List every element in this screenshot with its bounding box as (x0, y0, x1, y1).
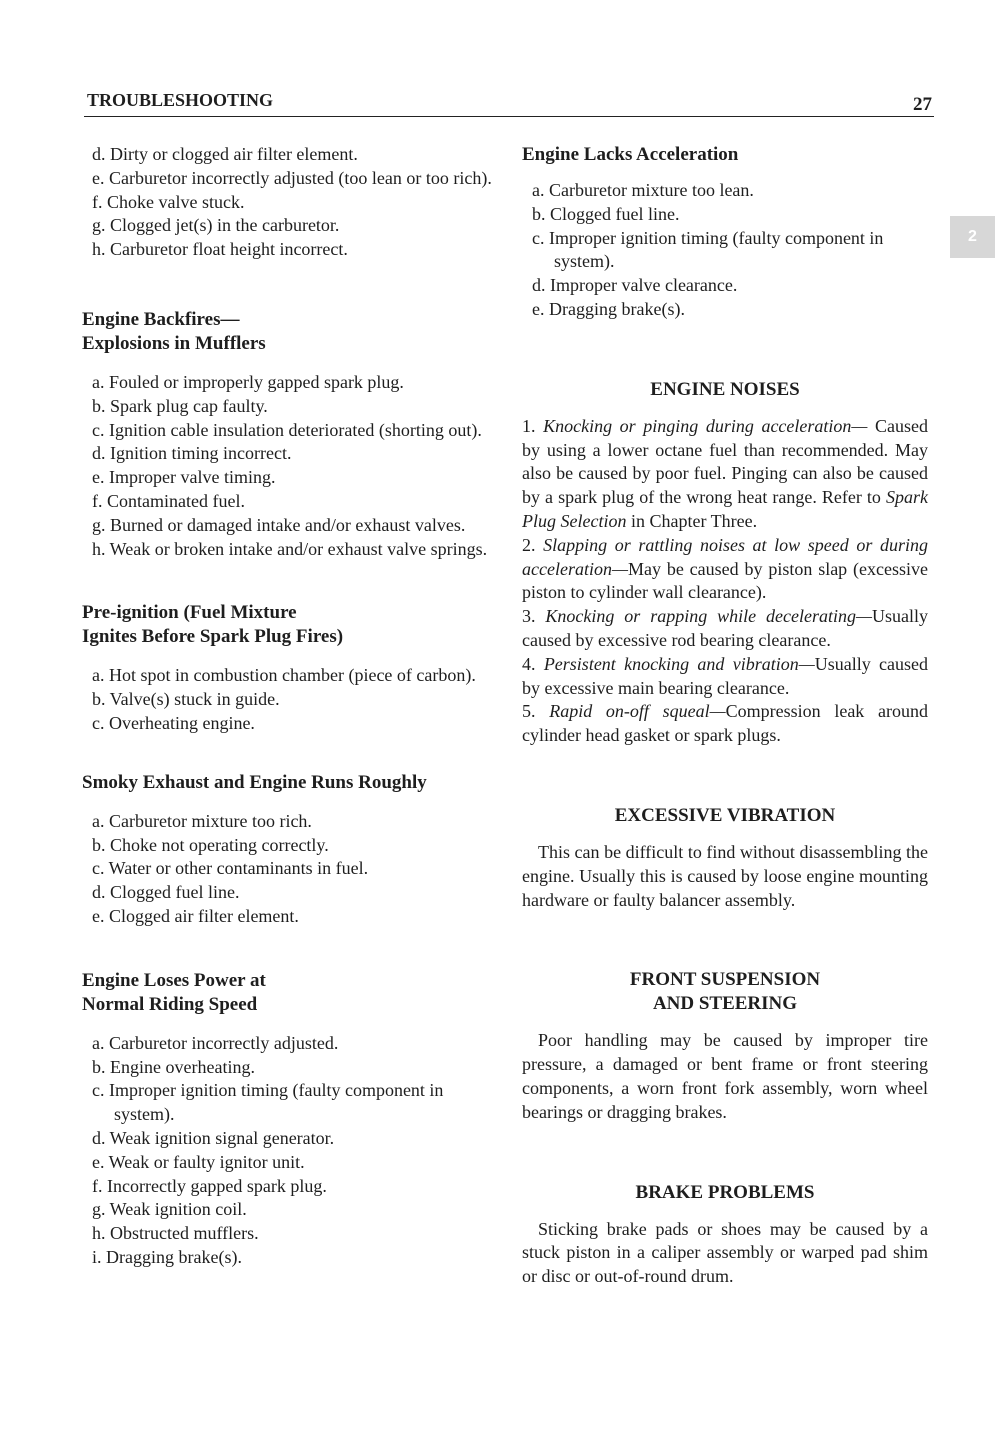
list-item: e. Clogged air filter element. (92, 905, 299, 926)
section-heading: Smoky Exhaust and Engine Runs Roughly (82, 771, 427, 793)
list-item: a. Carburetor mixture too rich. (92, 810, 312, 831)
vibration-paragraph: This can be difficult to find without disassembling the engine. Usually this is caused by loose engine mounting hardware or faulty balancer assembly. (522, 841, 928, 910)
list-item: e. Dragging brake(s). (532, 298, 685, 319)
list-item: c. Overheating engine. (92, 712, 255, 733)
page-number: 27 (913, 94, 932, 115)
noise-paragraph-3: 3. Knocking or rapping while decelerating—Usually caused by excessive rod bearing clearance. (522, 606, 928, 650)
list-item: b. Spark plug cap faulty. (92, 395, 268, 416)
list-item: g. Clogged jet(s) in the carburetor. (92, 215, 340, 236)
list-item: d. Ignition timing incorrect. (92, 443, 292, 464)
list-item: f. Incorrectly gapped spark plug. (92, 1175, 327, 1196)
suspension-paragraph: Poor handling may be caused by improper tire pressure, a damaged or bent frame or front steering components, a worn front fork assembly, worn wheel bearings or dragging brakes. (522, 1030, 928, 1122)
noise-paragraph-1: 1. Knocking or pinging during acceleration— Caused by using a lower octane fuel than recommended. May also be caused by poor fuel. Pinging can also be caused by a spark plug of the wrong heat range. Refer to Spark Plug Selection in Chapter Three. (522, 415, 929, 531)
smoky-exhaust-section (78, 771, 492, 929)
list-item: a. Carburetor mixture too lean. (532, 180, 754, 200)
brake-problems-section (518, 1181, 932, 1289)
brake-paragraph: Sticking brake pads or shoes may be caused by a stuck piston in a caliper assembly or warped pad shim or disc or out-of-round drum. (522, 1218, 928, 1287)
section-heading: Engine Backfires— Explosions in Mufflers (82, 308, 266, 354)
list-item: d. Weak ignition signal generator. (92, 1127, 335, 1148)
list-item: b. Engine overheating. (92, 1056, 255, 1077)
section-heading: EXCESSIVE VIBRATION (614, 804, 836, 826)
acceleration-section (518, 143, 932, 322)
list-item: a. Fouled or improperly gapped spark plug. (92, 371, 404, 392)
preignition-section (78, 601, 492, 735)
list-item: g. Burned or damaged intake and/or exhaust valves. (92, 514, 466, 535)
continued-list (78, 143, 492, 262)
chapter-thumb-tab: 2 (950, 216, 995, 258)
list-item: c. Improper ignition timing (faulty component in system). (92, 1080, 444, 1125)
smoky-list (78, 810, 492, 929)
list-item: h. Carburetor float height incorrect. (92, 239, 348, 260)
loses-power-list (78, 1032, 492, 1270)
header-rule (84, 116, 934, 117)
backfires-section (78, 308, 492, 561)
backfires-list (78, 371, 492, 561)
acceleration-list (518, 179, 932, 322)
front-suspension-section (518, 968, 932, 1124)
noise-paragraph-2: 2. Slapping or rattling noises at low speed or during acceleration—May be caused by piston slap (excessive piston to cylinder wall clearance). (522, 534, 928, 603)
list-item: i. Dragging brake(s). (92, 1246, 242, 1267)
list-item: e. Carburetor incorrectly adjusted (too lean or too rich). (92, 167, 492, 188)
noise-paragraph-4: 4. Persistent knocking and vibration—Usually caused by excessive main bearing clearance. (522, 653, 928, 698)
right-column (518, 143, 932, 1289)
list-item: a. Hot spot in combustion chamber (piece of carbon). (92, 665, 476, 686)
section-heading: FRONT SUSPENSION AND STEERING (629, 969, 821, 1015)
section-heading: ENGINE NOISES (650, 378, 800, 400)
loses-power-section (78, 969, 492, 1270)
list-item: f. Contaminated fuel. (92, 490, 245, 511)
preignition-list (78, 664, 492, 735)
vibration-section (518, 804, 932, 912)
list-item: b. Valve(s) stuck in guide. (92, 689, 280, 710)
section-heading: Pre-ignition (Fuel Mixture Ignites Before Spark Plug Fires) (82, 602, 344, 648)
list-item: f. Choke valve stuck. (92, 191, 245, 212)
list-item: a. Carburetor incorrectly adjusted. (92, 1032, 339, 1053)
list-item: d. Clogged fuel line. (92, 882, 240, 903)
list-item: g. Weak ignition coil. (92, 1199, 247, 1220)
list-item: e. Improper valve timing. (92, 467, 276, 488)
list-item: b. Clogged fuel line. (532, 203, 680, 224)
list-item: b. Choke not operating correctly. (92, 834, 329, 855)
list-item: c. Water or other contaminants in fuel. (92, 858, 369, 879)
section-heading: BRAKE PROBLEMS (635, 1181, 815, 1203)
list-item: c. Improper ignition timing (faulty component in system). (532, 227, 884, 272)
list-item: d. Dirty or clogged air filter element. (92, 144, 358, 164)
list-item: d. Improper valve clearance. (532, 275, 738, 296)
left-column (78, 143, 492, 1270)
noise-paragraph-5: 5. Rapid on-off squeal—Compression leak around cylinder head gasket or spark plugs. (522, 701, 929, 746)
running-header-title: TROUBLESHOOTING (87, 90, 274, 110)
engine-noises-section (518, 378, 932, 748)
list-item: h. Obstructed mufflers. (92, 1223, 259, 1244)
list-item: c. Ignition cable insulation deteriorated (shorting out). (92, 419, 482, 440)
list-item: e. Weak or faulty ignitor unit. (92, 1151, 305, 1172)
section-heading: Engine Lacks Acceleration (522, 144, 739, 165)
list-item: h. Weak or broken intake and/or exhaust valve springs. (92, 538, 488, 559)
section-heading: Engine Loses Power at Normal Riding Speed (82, 969, 266, 1015)
